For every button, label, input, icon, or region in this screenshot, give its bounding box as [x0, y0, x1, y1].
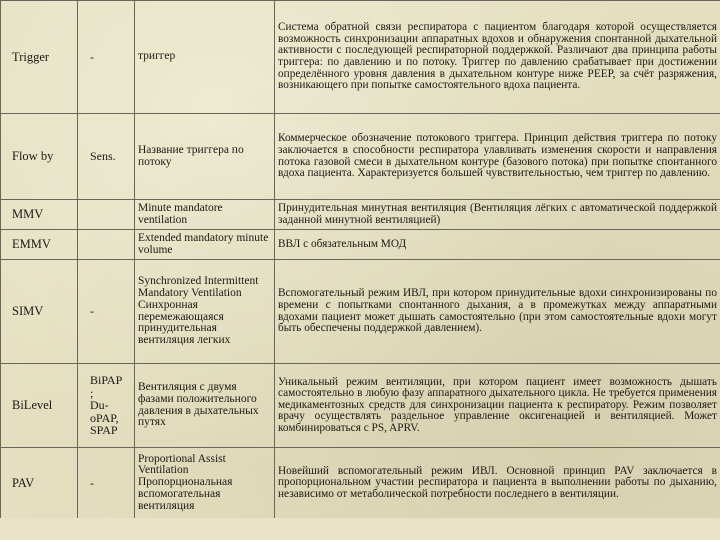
term-cell: BiLevel: [1, 364, 78, 448]
description-cell: Новейший вспомогательный режим ИВЛ. Основной принцип PAV заключается в пропорциональном участии респиратора и пациента в выполнении работы по дыханию, независимо от метаболической потребности последнего в вентиляции.: [275, 448, 720, 519]
table-row: [1, 364, 720, 448]
abbr-cell: -: [78, 448, 135, 519]
abbr-cell: -: [78, 1, 135, 114]
table-row: [1, 260, 720, 364]
description-cell: Вспомогательный режим ИВЛ, при котором принудительные вдохи синхронизированы по времени с попытками спонтанного дыхания, а в промежутках между аппаратными вдохами пациент может дышать самостоятельно (при этом самостоятельные вдохи могут быть обеспечены поддержкой давлением).: [275, 260, 720, 364]
abbr-cell: Sens.: [78, 114, 135, 200]
description-cell: Уникальный режим вентиляции, при котором пациент имеет возможность дышать самостоятельно в любую фазу аппаратного дыхательного цикла. Не требуется применения медикаментозных средств для синхронизации пациента к респиратору. Режим позволяет врачу осуществлять раздельное управление оксигенацией и вентиляцией. Может комбинироваться с PS, APRV.: [275, 364, 720, 448]
name-cell: Minute mandatore ventilation: [135, 200, 275, 230]
abbr-line: ;: [90, 385, 94, 400]
name-cell: триггер: [135, 1, 275, 114]
description-cell: Принудительная минутная вентиляция (Вентиляция лёгких с автоматической поддержкой заданной минутной вентиляцией): [275, 200, 720, 230]
term-cell: SIMV: [1, 260, 78, 364]
term-cell: MMV: [1, 200, 78, 230]
name-cell: Название триггера по потоку: [135, 114, 275, 200]
table-row: [1, 200, 720, 230]
table-row: [1, 1, 720, 114]
name-cell: Proportional Assist Ventilation Пропорциональная вспомогательная вентиляция: [135, 448, 275, 519]
page-bottom-margin: [0, 518, 720, 540]
abbr-line: oPAP,: [90, 410, 119, 425]
abbr-line: Du-: [90, 398, 109, 413]
name-cell: Вентиляция с двумя фазами положительного давления в дыхательных путях: [135, 364, 275, 448]
abbr-cell: [78, 364, 135, 448]
abbr-line: BiPAP: [90, 373, 123, 388]
term-cell: PAV: [1, 448, 78, 519]
abbr-cell: [78, 230, 135, 260]
description-cell: Коммерческое обозначение потокового триггера. Принцип действия триггера по потоку заключается в способности респиратора улавливать изменения скорости и направления потока газовой смеси в дыхательном контуре (базового потока) при попытке спонтанного вдоха пациента. Характеризуется большей чувствительностью, чем триггер по давлению.: [275, 114, 720, 200]
term-cell: EMMV: [1, 230, 78, 260]
name-cell: Extended mandatory minute volume: [135, 230, 275, 260]
description-cell: ВВЛ с обязательным МОД: [275, 230, 720, 260]
name-cell: Synchronized Intermittent Mandatory Ventilation Синхронная перемежающаяся принудительная вентиляция легких: [135, 260, 275, 364]
term-cell: Flow by: [1, 114, 78, 200]
term-cell: Trigger: [1, 1, 78, 114]
description-cell: Система обратной связи респиратора с пациентом благодаря которой осуществляется возможность синхронизации аппаратных вдохов и обнаружения спонтанной дыхательной активности с последующей респираторной поддержкой. Различают два принципа работы триггера: по давлению и по потоку. Триггер по давлению срабатывает при достижении определённого уровня давления в дыхательном контуре ниже PEEP, за счёт разряжения, возникающего при попытке самостоятельного вдоха пациента.: [275, 1, 720, 114]
abbr-cell: [78, 200, 135, 230]
table-row: [1, 114, 720, 200]
abbr-cell: -: [78, 260, 135, 364]
abbr-line: SPAP: [90, 423, 118, 438]
table-row: [1, 230, 720, 260]
table-row: [1, 448, 720, 519]
